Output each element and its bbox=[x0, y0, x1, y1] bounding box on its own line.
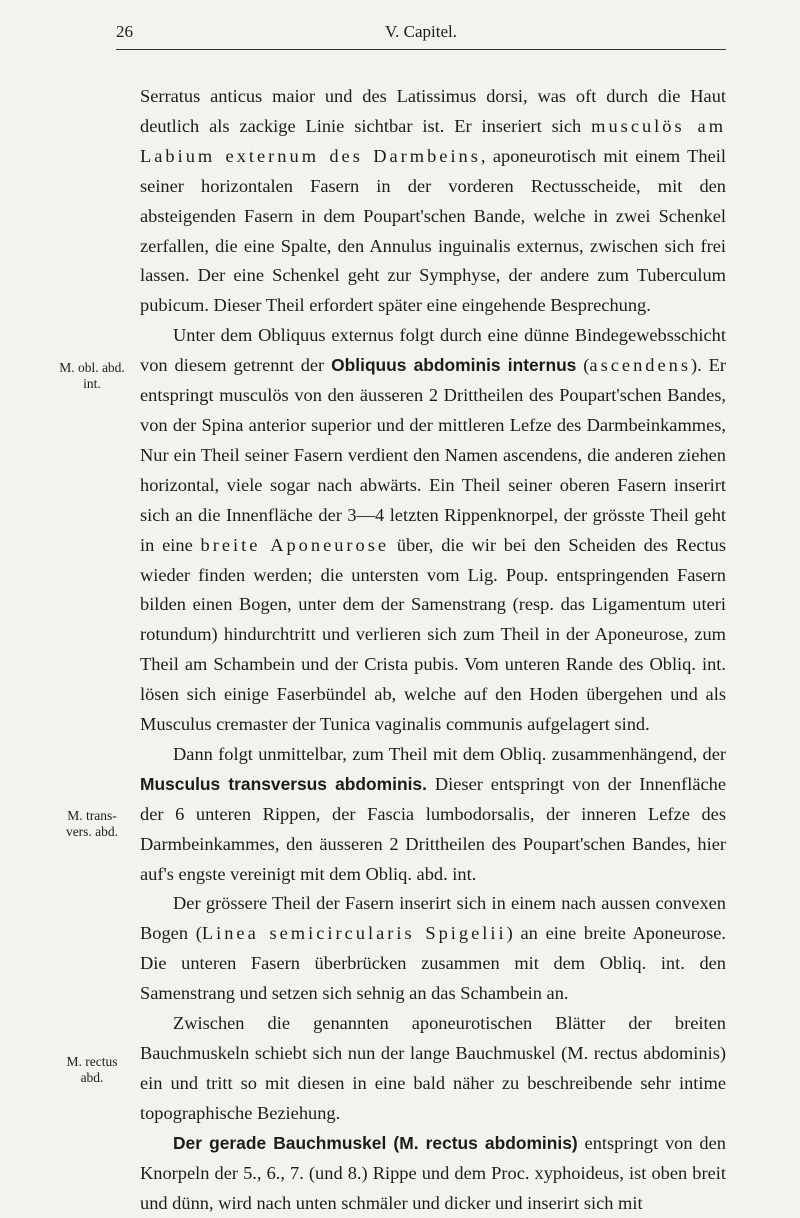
bold-term: Obliquus abdominis internus bbox=[331, 355, 577, 376]
spaced-emphasis: breite Aponeurose bbox=[200, 534, 390, 555]
margin-note-obliquus-internus bbox=[46, 360, 138, 392]
page-header bbox=[116, 16, 726, 46]
page-number: 26 bbox=[116, 22, 133, 41]
bold-term: Der gerade Bauchmuskel (M. rectus abdominis) bbox=[173, 1132, 578, 1153]
paragraph-rectus: Der gerade Bauchmuskel (M. rectus abdominis) entspringt von den Knorpeln der 5., 6., 7. (und 8.) Rippe und dem Proc. xyphoideus, ist oben breit und dünn, wird nach unten schmäler und dicker und inserirt sich mit bbox=[140, 1132, 726, 1213]
paragraph-obliquus-internus: Unter dem Obliquus externus folgt durch eine dünne Bindegewebsschicht von diesem getrennt der Obliquus abdominis internus (ascendens). Er entspringt musculös von den äusseren 2 Drittheilen des Poupart'schen Bandes, von der Spina anterior superior und der mittleren Lefze des Darmbeinkammes, Nur ein Theil seiner Fasern verdient den Namen ascendens, die anderen ziehen horizontal, viele sogar nach abwärts. Ein Theil seiner oberen Fasern inserirt sich an die Innenfläche der 3—4 letzten Rippenknorpel, der grösste Theil geht in eine breite Aponeurose über, die wir bei den Scheiden des Rectus wieder finden werden; die untersten vom Lig. Poup. entspringenden Fasern bilden einen Bogen, unter dem der Samenstrang (resp. das Ligamentum uteri rotundum) hindurchtritt und verlieren sich zum Theil in der Aponeurose, zum Theil am Schambein und der Crista pubis. Vom unteren Rande des Obliq. int. lösen sich einige Faserbündel ab, welche auf den Hoden übergehen und als Musculus cremaster der Tunica vaginalis communis aufgelagert sind. bbox=[140, 325, 726, 735]
paragraph-transversus: Dann folgt unmittelbar, zum Theil mit dem Obliq. zusammenhängend, der Musculus transversus abdominis. Dieser entspringt von der Innenfläche der 6 unteren Rippen, der Fascia lumbodorsalis, der inneren Lefze des Darmbeinkammes, den äusseren 2 Drittheilen des Poupart'schen Bandes, hier auf's engste vereinigt mit dem Obliq. abd. int. bbox=[140, 743, 726, 884]
body-text bbox=[140, 82, 726, 1218]
spaced-emphasis: musculös am Labium externum des Darmbeins bbox=[140, 115, 726, 166]
margin-note-rectus bbox=[46, 1054, 138, 1086]
chapter-title: V. Capitel. bbox=[385, 22, 457, 41]
margin-note-line: vers. abd. bbox=[65, 824, 119, 839]
spaced-emphasis: ascendens bbox=[589, 355, 691, 376]
margin-note-line: abd. bbox=[80, 1070, 104, 1085]
bold-term: Musculus transversus abdominis. bbox=[140, 773, 427, 794]
margin-note-transversus bbox=[46, 808, 138, 840]
header-rule bbox=[116, 49, 726, 50]
margin-note-line: M. rectus bbox=[66, 1054, 118, 1069]
paragraph-serratus: Serratus anticus maior und des Latissimus dorsi, was oft durch die Haut deutlich als zackige Linie sichtbar ist. Er inseriert sich musculös am Labium externum des Darmbeins, aponeurotisch mit einem Theil seiner horizontalen Fasern in der vorderen Rectusscheide, mit den absteigenden Fasern in dem Poupart'schen Bande, welche in zwei Schenkel zerfallen, die eine Spalte, den Annulus inguinalis externus, zwischen sich frei lassen. Der eine Schenkel geht zur Symphyse, der andere zum Tuberculum pubicum. Dieser Theil erfordert später eine eingehende Besprechung. bbox=[140, 86, 726, 316]
margin-note-line: M. obl. abd. bbox=[59, 360, 125, 375]
margin-note-line: int. bbox=[83, 376, 101, 391]
paragraph-rectus-intro: Zwischen die genannten aponeurotischen Blätter der breiten Bauchmuskeln schiebt sich nun der lange Bauchmuskel (M. rectus abdominis) ein und tritt so mit diesen in eine bald näher zu beschreibende sehr intime topographische Beziehung. bbox=[140, 1013, 726, 1123]
spaced-emphasis: Linea semicircularis Spigelii bbox=[201, 923, 507, 944]
margin-note-line: M. trans- bbox=[67, 808, 117, 823]
paragraph-insertion: Der grössere Theil der Fasern inserirt sich in einem nach aussen convexen Bogen (Linea semicircularis Spigelii) an eine breite Aponeurose. Die unteren Fasern überbrücken zusammen mit dem Obliq. int. den Samenstrang und setzen sich sehnig an das Schambein an. bbox=[140, 893, 726, 1004]
